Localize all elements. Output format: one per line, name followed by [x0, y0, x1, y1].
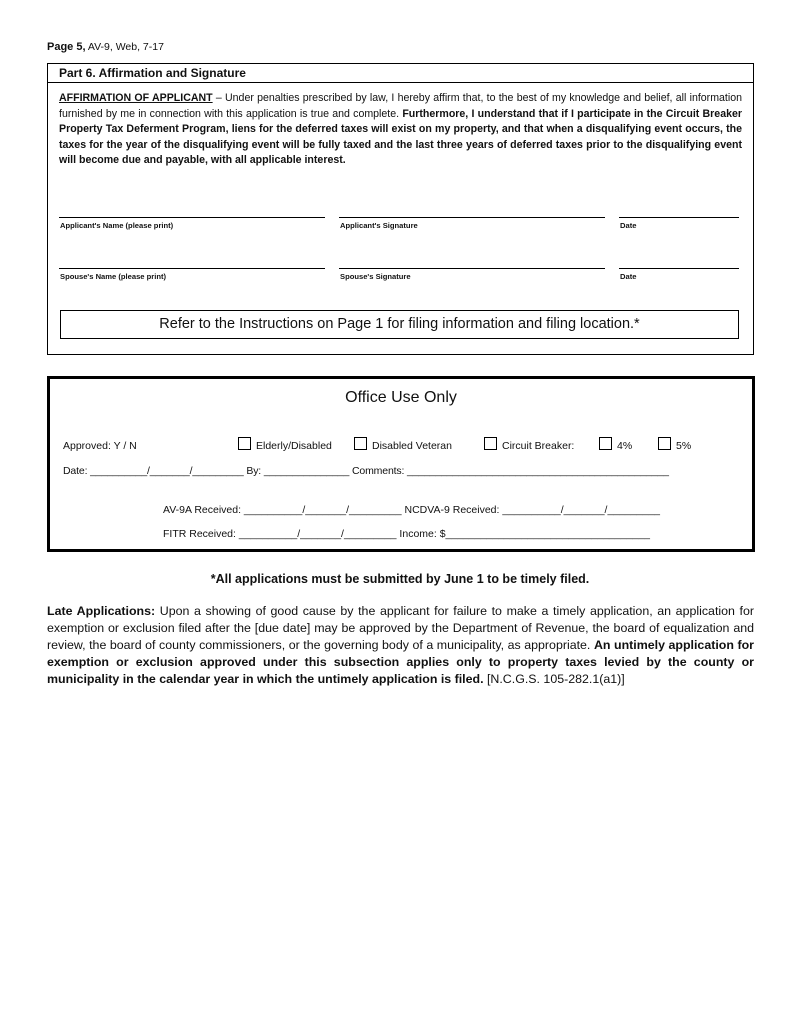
- label: Date: [620, 272, 637, 281]
- checkbox-circuit-breaker[interactable]: Circuit Breaker:: [484, 437, 574, 452]
- checkbox-icon[interactable]: [599, 437, 612, 450]
- deadline-note: *All applications must be submitted by June 1 to be timely filed.: [210, 572, 590, 586]
- fitr-received-row: FITR Received: __________/_______/_________ Income: $___________________________________: [163, 528, 650, 540]
- checkbox-icon[interactable]: [238, 437, 251, 450]
- label: Spouse's Signature: [340, 272, 411, 281]
- spouse-name-field[interactable]: [59, 268, 325, 269]
- part6-section: [47, 63, 754, 355]
- checkbox-5-percent[interactable]: 5%: [658, 437, 691, 452]
- av9a-received-row: AV-9A Received: __________/_______/_________ NCDVA-9 Received: __________/_______/_________: [163, 504, 661, 516]
- refer-note: Refer to the Instructions on Page 1 for filing information and filing location.*: [60, 310, 739, 339]
- label: Date: [620, 221, 637, 230]
- office-use-section: [47, 376, 755, 552]
- applicant-name-field[interactable]: [59, 217, 325, 218]
- checkbox-disabled-veteran[interactable]: Disabled Veteran: [354, 437, 452, 452]
- label: Applicant's Name (please print): [60, 221, 174, 230]
- checkbox-icon[interactable]: [354, 437, 367, 450]
- checkbox-elderly-disabled[interactable]: Elderly/Disabled: [238, 437, 332, 452]
- office-title: Office Use Only: [345, 389, 457, 406]
- section-title: Part 6. Affirmation and Signature: [48, 64, 753, 83]
- approved-label: Approved: Y / N: [63, 440, 137, 452]
- affirmation-text: AFFIRMATION OF APPLICANT – Under penalties prescribed by law, I hereby affirm that, to the best of my knowledge and belief, all information furnished by me in connection with this application is true and complete. Furthermore, I understand that if I participate in the Circuit Breaker Property Tax Deferment Program, liens for the deferred taxes will exist on my property, and that when a disqualifying event occurs, the taxes for the year of the disqualifying event will be fully taxed and the last three years of deferred taxes prior to the disqualifying event will become due and payable, with all applicable interest.: [59, 92, 742, 166]
- spouse-signature-field[interactable]: [339, 268, 605, 269]
- checkbox-icon[interactable]: [484, 437, 497, 450]
- applicant-signature-field[interactable]: [339, 217, 605, 218]
- page-header: Page 5, AV-9, Web, 7-17: [47, 41, 164, 53]
- date-field[interactable]: [619, 217, 739, 218]
- label: Spouse's Name (please print): [60, 272, 167, 281]
- checkbox-icon[interactable]: [658, 437, 671, 450]
- late-applications-paragraph: Late Applications: Upon a showing of good cause by the applicant for failure to make a timely application, an application for exemption or exclusion filed after the [due date] may be approved by the Department of Revenue, the board of equalization and review, the board of county commissioners, or the governing body of a municipality, as appropriate. An untimely application for exemption or exclusion approved under this subsection applies only to property taxes levied by the county or municipality in the calendar year in which the untimely application is filed. [N.C.G.S. 105-282.1(a1)]: [47, 604, 755, 686]
- checkbox-4-percent[interactable]: 4%: [599, 437, 632, 452]
- date-field[interactable]: [619, 268, 739, 269]
- label: Applicant's Signature: [340, 221, 418, 230]
- date-by-comments-row: Date: __________/_______/_________ By: _______________ Comments: ______________________________________________: [63, 465, 669, 477]
